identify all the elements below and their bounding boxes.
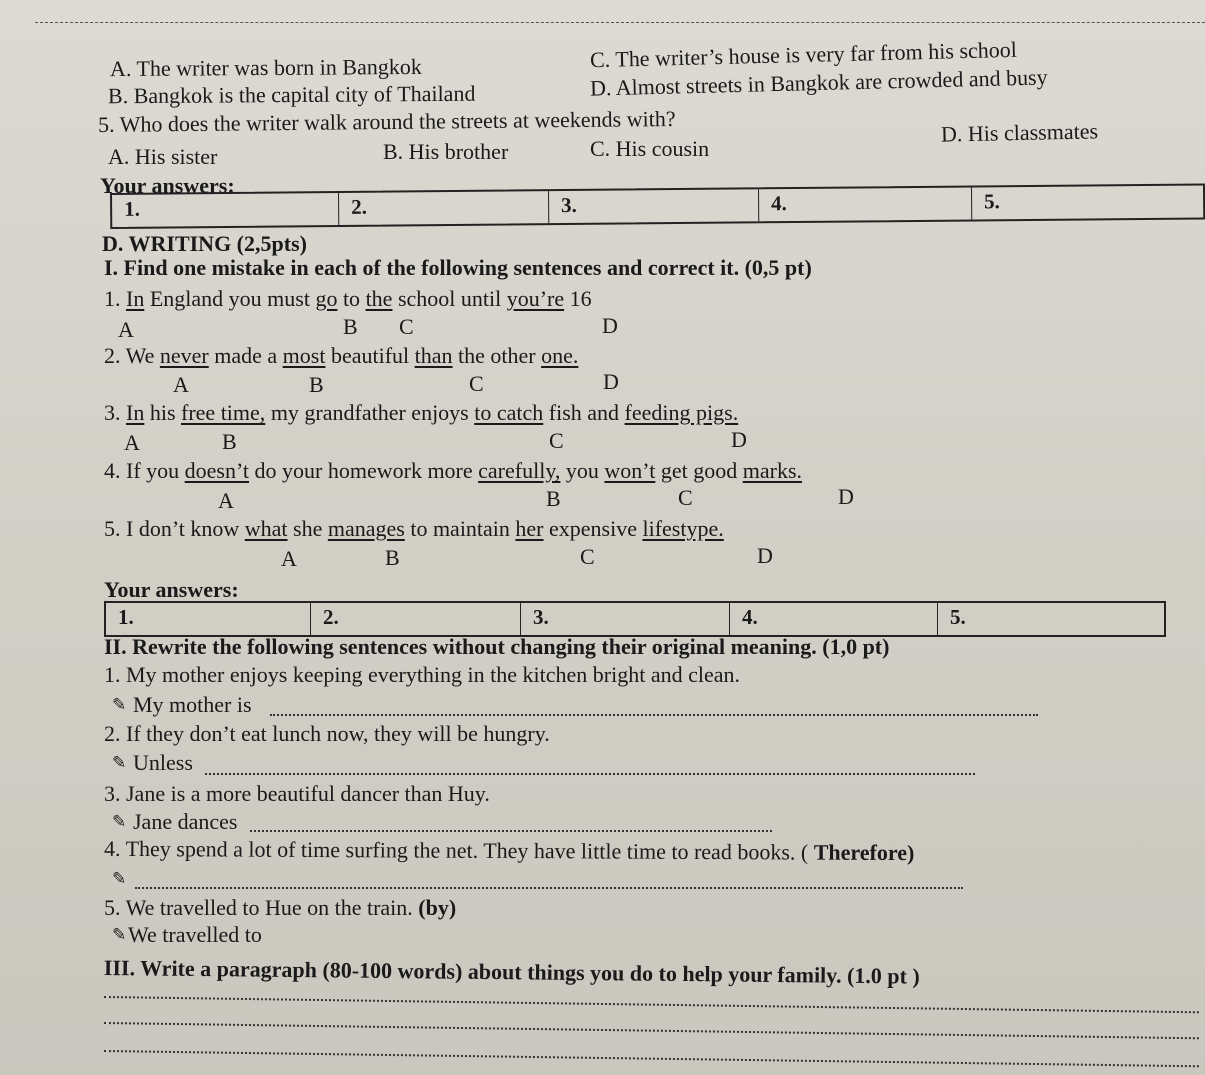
letter-c: C — [580, 544, 595, 569]
rewrite-answer-line-4[interactable] — [135, 887, 963, 889]
q4-option-c: C. The writer’s house is very far from his school — [589, 36, 1018, 73]
letter-a: A — [281, 546, 297, 571]
mistake-sentence-4: 4. If you doesn’t do your homework more carefully, you won’t get good marks. — [104, 458, 802, 483]
answer-cell-1[interactable]: 1. — [106, 603, 311, 635]
letter-c: C — [549, 428, 564, 453]
answer-cell-4[interactable]: 4. — [730, 603, 938, 635]
letter-b: B — [385, 545, 400, 570]
letter-b: B — [222, 429, 237, 454]
pen-icon: ✎ — [112, 812, 127, 831]
answer-cell-2[interactable]: 2. — [339, 191, 549, 225]
letter-b: B — [546, 486, 561, 511]
rewrite-start-1: My mother is — [133, 692, 252, 717]
mistake-sentence-1: 1. In England you must go to the school until you’re 16 — [104, 286, 592, 311]
letter-a: A — [124, 430, 140, 455]
q4-option-b: B. Bangkok is the capital city of Thailand — [107, 80, 476, 109]
pen-icon: ✎ — [112, 925, 127, 944]
rewrite-answer-line-1[interactable] — [270, 714, 1038, 716]
paragraph-line-2[interactable] — [104, 1022, 1199, 1039]
letter-d: D — [838, 484, 854, 509]
answer-cell-1[interactable]: 1. — [112, 193, 339, 227]
rewrite-start-3: Jane dances — [133, 809, 238, 834]
q5-option-d: D. His classmates — [940, 118, 1099, 147]
letter-c: C — [469, 371, 484, 396]
q4-option-a: A. The writer was born in Bangkok — [109, 53, 422, 82]
letter-d: D — [757, 543, 773, 568]
letter-c: C — [678, 485, 693, 510]
answer-cell-4[interactable]: 4. — [759, 187, 972, 221]
rewrite-question-2: 2. If they don’t eat lunch now, they will be hungry. — [104, 721, 550, 746]
part2-title: II. Rewrite the following sentences without changing their original meaning. (1,0 pt) — [104, 634, 890, 659]
letter-d: D — [603, 369, 619, 394]
answers-label-reading: Your answers: — [100, 173, 235, 198]
part3-title: III. Write a paragraph (80-100 words) about things you do to help your family. (1.0 pt ) — [103, 955, 920, 989]
q5-option-a: A. His sister — [108, 144, 218, 169]
answer-cell-2[interactable]: 2. — [311, 603, 521, 635]
pen-icon: ✎ — [112, 695, 127, 714]
rewrite-question-3: 3. Jane is a more beautiful dancer than Huy. — [104, 781, 490, 806]
letter-a: A — [173, 372, 189, 397]
answers-table-writing — [104, 601, 1166, 637]
part1-title: I. Find one mistake in each of the following sentences and correct it. (0,5 pt) — [104, 255, 812, 280]
rewrite-answer-line-2[interactable] — [205, 773, 975, 775]
top-cut-line — [35, 22, 1205, 23]
letter-d: D — [731, 427, 747, 452]
rewrite-answer-line-3[interactable] — [250, 830, 772, 832]
letter-a: A — [118, 317, 134, 342]
q5-question: 5. Who does the writer walk around the streets at weekends with? — [97, 105, 676, 138]
q4-option-d: D. Almost streets in Bangkok are crowded and busy — [589, 64, 1048, 101]
answer-cell-3[interactable]: 3. — [521, 603, 730, 635]
q5-option-b: B. His brother — [383, 139, 509, 164]
answers-table-reading — [110, 183, 1205, 229]
rewrite-question-1: 1. My mother enjoys keeping everything in the kitchen bright and clean. — [104, 662, 741, 687]
mistake-sentence-5: 5. I don’t know what she manages to maintain her expensive lifestype. — [104, 516, 724, 541]
rewrite-start-2: Unless — [133, 750, 193, 775]
q5-option-c: C. His cousin — [590, 136, 710, 161]
rewrite-question-5: 5. We travelled to Hue on the train. (by) — [104, 895, 457, 920]
answers-label-writing: Your answers: — [104, 577, 239, 602]
letter-a: A — [218, 488, 234, 513]
answer-cell-5[interactable]: 5. — [984, 189, 1000, 214]
letter-b: B — [309, 372, 324, 397]
letter-b: B — [343, 314, 358, 339]
letter-d: D — [602, 313, 618, 338]
pen-icon: ✎ — [112, 869, 127, 888]
writing-section-title: D. WRITING (2,5pts) — [102, 231, 307, 256]
paragraph-line-1[interactable] — [104, 996, 1199, 1013]
answer-cell-5[interactable]: 5. — [950, 605, 966, 629]
paragraph-line-3[interactable] — [104, 1050, 1199, 1067]
letter-c: C — [399, 314, 414, 339]
answer-cell-3[interactable]: 3. — [549, 189, 759, 223]
rewrite-start-5: We travelled to — [128, 922, 262, 947]
pen-icon: ✎ — [112, 753, 127, 772]
mistake-sentence-3: 3. In his free time, my grandfather enjoys to catch fish and feeding pigs. — [104, 400, 739, 425]
mistake-sentence-2: 2. We never made a most beautiful than the other one. — [104, 343, 579, 368]
rewrite-question-4: 4. They spend a lot of time surfing the net. They have little time to read books. ( Therefore) — [103, 835, 915, 866]
